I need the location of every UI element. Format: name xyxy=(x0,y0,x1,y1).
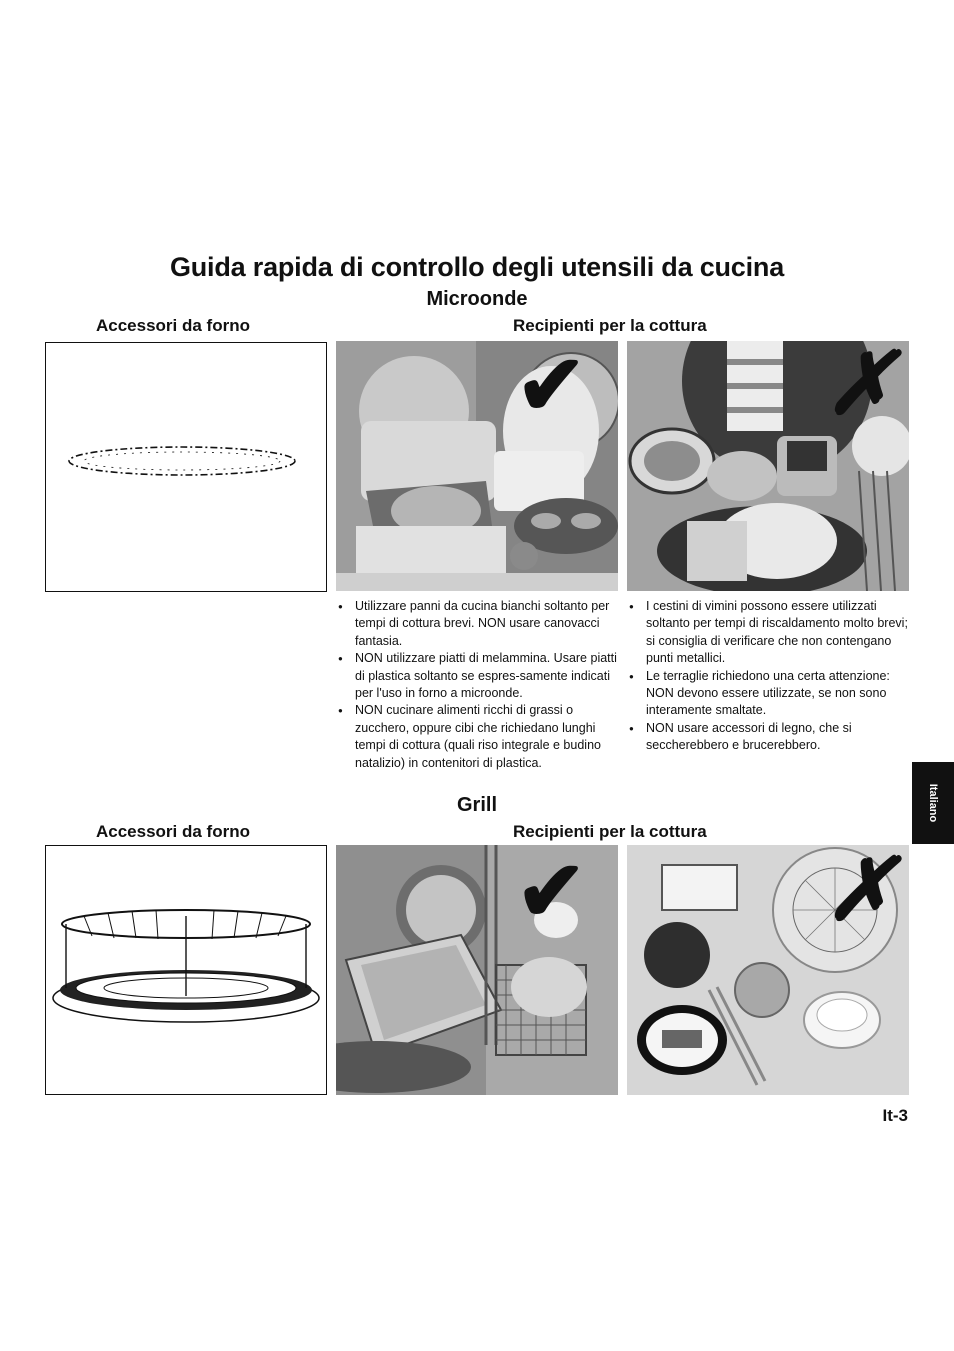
grill-containers-label: Recipienti per la cottura xyxy=(513,822,707,841)
microwave-turntable-illustration xyxy=(45,342,327,592)
grill-suitable-containers-photo xyxy=(336,845,618,1095)
note-item: ● NON cucinare alimenti ricchi di grassi o zucchero, oppure cibi che richiedano lunghi tempi di cottura (quali riso integrale e budino natalizio) in contenitori di plastica. xyxy=(337,702,617,772)
microwave-containers-label: Recipienti per la cottura xyxy=(513,316,707,335)
x-mark-icon: ✗ xyxy=(825,341,898,432)
turntable-drawing xyxy=(46,343,325,590)
microwave-accessories-label: Accessori da forno xyxy=(96,316,250,335)
page-title: Guida rapida di controllo degli utensili da cucina xyxy=(169,252,785,282)
grill-unsuitable-containers-photo xyxy=(627,845,909,1095)
note-item: ● NON utilizzare piatti di melammina. Usare piatti di plastica soltanto se espres-samente indicati per l'uso in forno a microonde. xyxy=(337,650,617,702)
note-item: ● Le terraglie richiedono una certa attenzione: NON devono essere utilizzate, se non sono interamente smaltate. xyxy=(628,668,908,720)
microwave-suitable-containers-photo xyxy=(336,341,618,591)
check-mark-icon: ✔ xyxy=(516,845,587,938)
x-mark-icon: ✗ xyxy=(825,845,898,938)
check-mark-icon: ✔ xyxy=(516,341,587,432)
section-heading-grill: Grill xyxy=(456,794,497,816)
language-tab-label: Italiano xyxy=(927,783,939,823)
note-item: ● Utilizzare panni da cucina bianchi soltanto per tempi di cottura brevi. NON usare canovacci fantasia. xyxy=(337,598,617,650)
language-tab xyxy=(912,762,954,844)
note-item: ● NON usare accessori di legno, che si seccherebbero e brucerebbero. xyxy=(628,720,908,755)
grill-accessories-label: Accessori da forno xyxy=(96,822,250,841)
microwave-suitable-notes xyxy=(337,598,617,772)
grill-rack-drawing xyxy=(46,846,325,1093)
page-number: It-3 xyxy=(882,1106,908,1125)
section-heading-microwave: Microonde xyxy=(426,288,528,310)
note-item: ● I cestini di vimini possono essere utilizzati soltanto per tempi di riscaldamento molto brevi; si consiglia di verificare che non contengano punti metallici. xyxy=(628,598,908,668)
microwave-unsuitable-containers-photo xyxy=(627,341,909,591)
grill-rack-illustration xyxy=(45,845,327,1095)
microwave-unsuitable-notes xyxy=(628,598,908,755)
